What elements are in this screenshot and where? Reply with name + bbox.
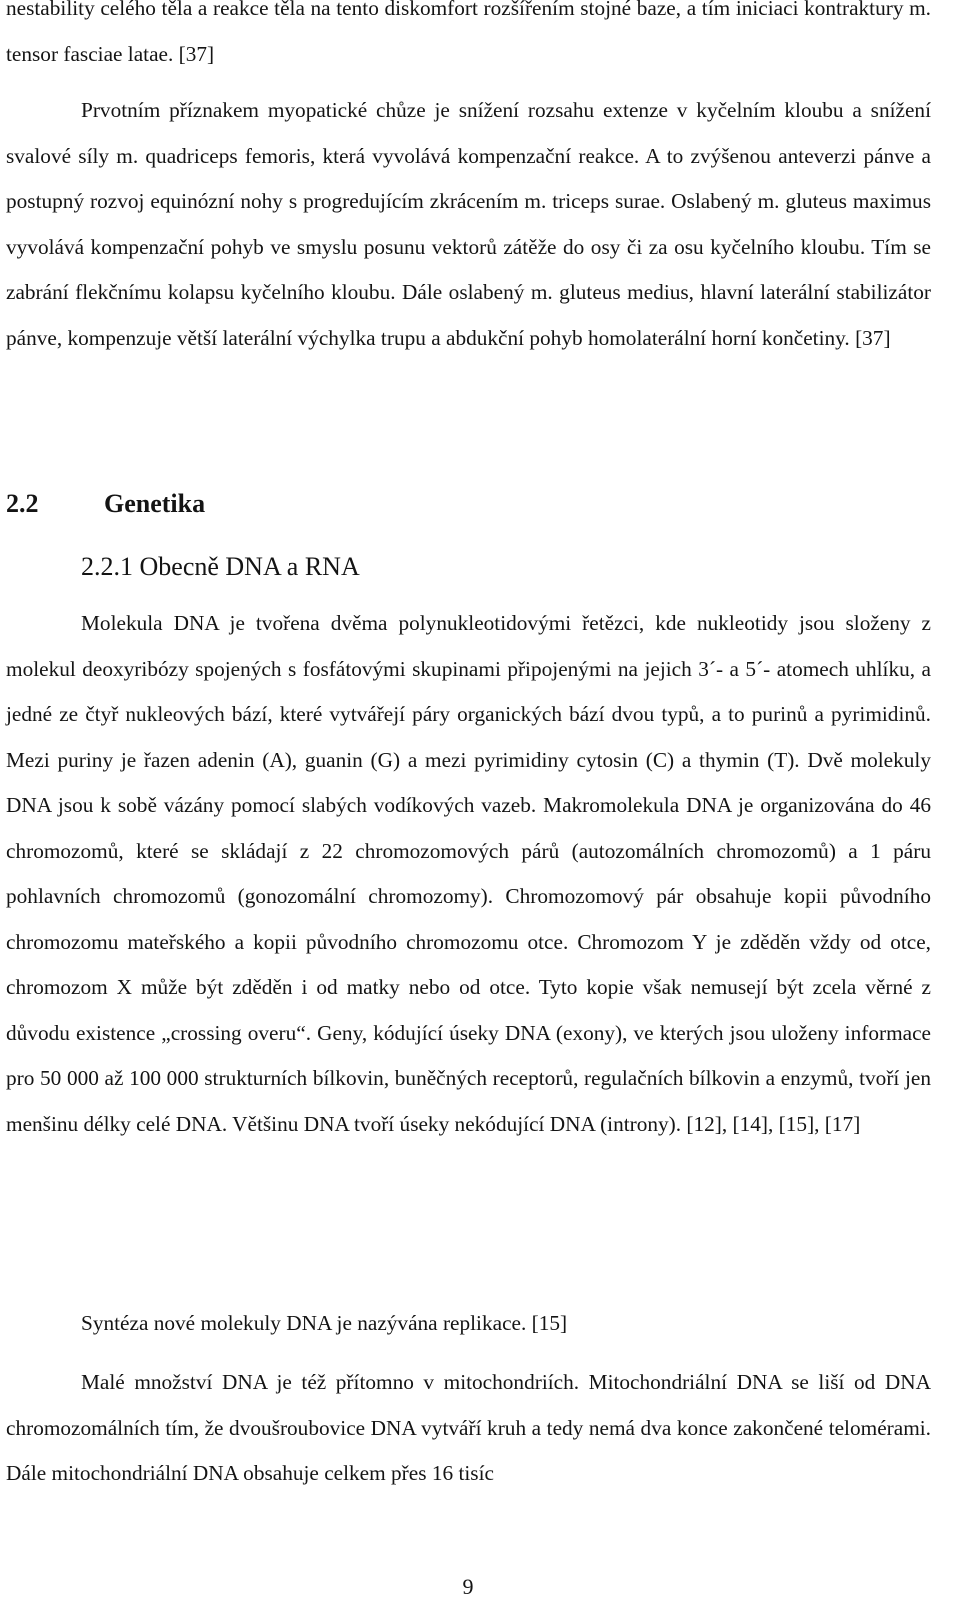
replication-paragraph	[6, 1301, 931, 1347]
replication-text: Syntéza nové molekuly DNA je nazývána replikace. [15]	[81, 1311, 568, 1335]
section-heading	[6, 481, 205, 527]
mitochondrial-dna-paragraph	[6, 1360, 931, 1497]
dna-text: Molekula DNA je tvořena dvěma polynukleotidovými řetězci, kde nukleotidy jsou složeny z molekul deoxyribózy spojených s fosfátovými skupinami připojenými na jejich 3´- a 5´- atomech uhlíku, a jedné ze čtyř nukleových bází, které vytvářejí páry organických bází dvou typů, a to purinů a pyrimidinů. Mezi puriny je řazen adenin (A), guanin (G) a mezi pyrimidiny cytosin (C) a thymin (T). Dvě molekuly DNA jsou k sobě vázány pomocí slabých vodíkových vazeb. Makromolekula DNA je organizována do 46 chromozomů, které se skládají z 22 chromozomových párů (autozomálních chromozomů) a 1 páru pohlavních chromozomů (gonozomální chromozomy). Chromozomový pár obsahuje kopii původního chromozomu mateřského a kopii původního chromozomu otce. Chromozom Y je zděděn vždy od otce, chromozom X může být zděděn i od matky nebo od otce. Tyto kopie však nemusejí být zcela věrné z důvodu existence „crossing overu“. Geny, kódující úseky DNA (exony), ve kterých jsou uloženy informace pro 50 000 až 100 000 strukturních bílkovin, buněčných receptorů, regulačních bílkovin a enzymů, tvoří jen menšinu délky celé DNA. Většinu DNA tvoří úseky nekódující DNA (introny). [12], [14], [15], [17]	[6, 611, 931, 1136]
page-number: 9	[462, 1574, 474, 1599]
dna-paragraph	[6, 601, 931, 1147]
myopathic-gait-text: Prvotním příznakem myopatické chůze je snížení rozsahu extenze v kyčelním kloubu a snížení svalové síly m. quadriceps femoris, která vyvolává kompenzační reakce. A to zvýšenou anteverzi pánve a postupný rozvoj equinózní nohy s progredujícím zkrácením m. triceps surae. Oslabený m. gluteus maximus vyvolává kompenzační pohyb ve smyslu posunu vektorů zátěže do osy či za osu kyčelního kloubu. Tím se zabrání flekčnímu kolapsu kyčelního kloubu. Dále oslabený m. gluteus medius, hlavní laterální stabilizátor pánve, kompenzuje větší laterální výchylka trupu a abdukční pohyb homolaterální horní končetiny. [37]	[6, 98, 931, 350]
subsection-heading: 2.2.1 Obecně DNA a RNA	[81, 552, 360, 581]
section-number: 2.2	[6, 489, 39, 518]
intro-paragraph: nestability celého těla a reakce těla na tento diskomfort rozšířením stojné baze, a tím iniciaci kontraktury m. tensor fasciae latae. [37]	[6, 0, 931, 66]
section-title: Genetika	[104, 489, 206, 518]
mitochondrial-dna-text: Malé množství DNA je též přítomno v mitochondriích. Mitochondriální DNA se liší od DNA chromozomálních tím, že dvoušroubovice DNA vytváří kruh a tedy nemá dva konce zakončené telomérami. Dále mitochondriální DNA obsahuje celkem přes 16 tisíc	[6, 1370, 931, 1485]
myopathic-gait-paragraph	[6, 88, 931, 361]
